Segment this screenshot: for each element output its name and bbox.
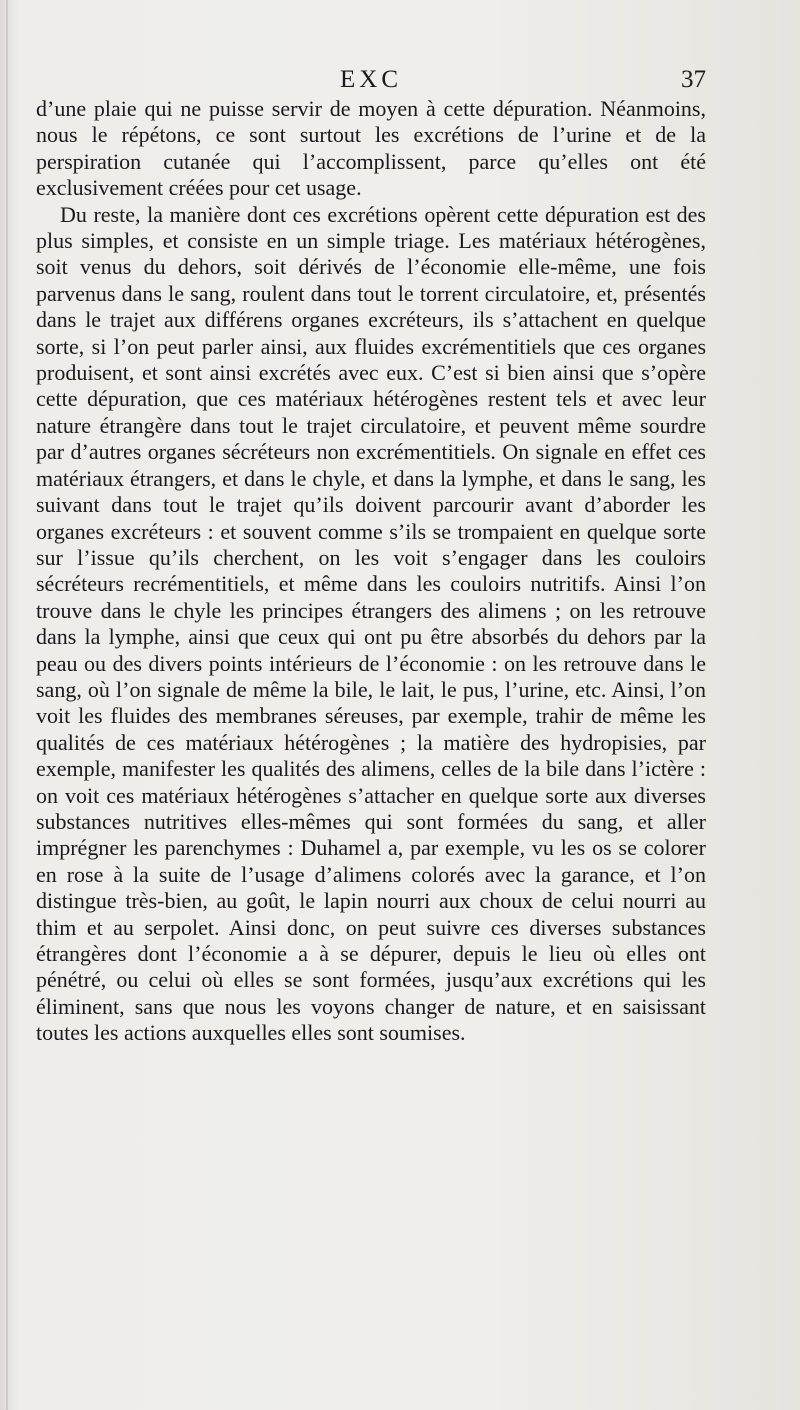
running-head: EXC xyxy=(340,66,402,93)
paragraph: Du reste, la manière dont ces excrétions opèrent cette dépuration est des plus simples, et consiste en un simple triage. Les matériaux hétérogènes, soit venus du dehors, soit dérivés de l’économie elle-même, une fois parvenus dans le sang, roulent dans tout le torrent circulatoire, et, présentés dans le trajet aux différens organes excréteurs, ils s’attachent en quelque sorte, si l’on peut parler ainsi, aux fluides excrémentitiels que ces organes produisent, et sont ainsi excrétés avec eux. C’est si bien ainsi que s’opère cette dépuration, que ces matériaux hétérogènes restent tels et avec leur nature étrangère dans tout le trajet circulatoire, et peuvent même sourdre par d’autres organes sécréteurs non excrémentitiels. On signale en effet ces matériaux étrangers, et dans le chyle, et dans la lymphe, et dans le sang, les suivant dans tout le trajet qu’ils doivent parcourir avant d’aborder les organes excréteurs : et souvent comme s’ils se trompaient en quelque sorte sur l’issue qu’ils cherchent, on les voit s’engager dans les couloirs sécréteurs recrémentitiels, et même dans les couloirs nutritifs. Ainsi l’on trouve dans le chyle les principes étrangers des alimens ; on les retrouve dans la lymphe, ainsi que ceux qui ont pu être absorbés du dehors par la peau ou des divers points intérieurs de l’économie : on les retrouve dans le sang, où l’on signale de même la bile, le lait, le pus, l’urine, etc. Ainsi, l’on voit les fluides des membranes séreuses, par exemple, trahir de même les qualités de ces matériaux hétérogènes ; la matière des hydropisies, par exemple, manifester les qualités des alimens, celles de la bile dans l’ictère : on voit ces matériaux hétérogènes s’attacher en quelque sorte aux diverses substances nutritives elles-mêmes qui sont formées du sang, et aller imprégner les parenchymes : Duhamel a, par exemple, vu les os se colorer en rose à la suite de l’usage d’alimens colorés avec la garance, et l’on distingue très-bien, au goût, le lapin nourri aux choux de celui nourri au thim et au serpolet. Ainsi donc, on peut suivre ces diverses substances étrangères dont l’économie a à se dépurer, depuis le lieu où elles ont pénétré, ou celui où elles se sont formées, jusqu’aux excrétions qui les éliminent, sans que nous les voyons changer de nature, et en saisissant toutes les actions auxquelles elles sont soumises. xyxy=(36,201,706,1046)
page-number: 37 xyxy=(681,66,706,93)
paragraph: d’une plaie qui ne puisse servir de moyen à cette dépuration. Néanmoins, nous le répétons, ce sont surtout les excrétions de l’urine et de la perspiration cutanée qui l’accomplissent, parce qu’elles ont été exclusivement créées pour cet usage. xyxy=(36,96,706,201)
page-gutter xyxy=(6,0,8,1410)
body-text xyxy=(36,96,706,1047)
